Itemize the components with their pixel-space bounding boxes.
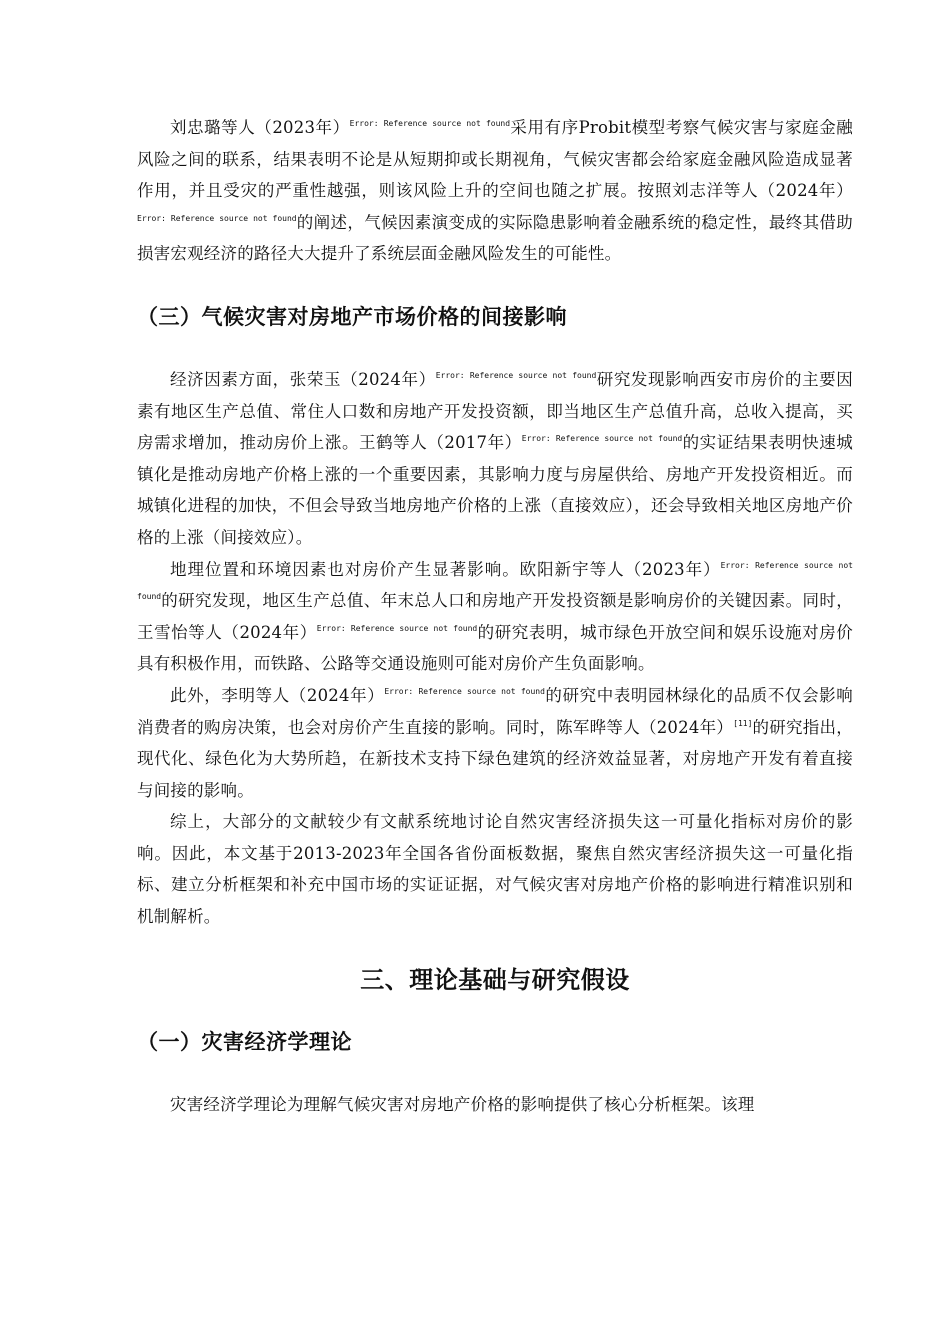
text-run: 此外，李明等人（2024年） [170,685,385,705]
text-run: 的实证结果表明快速城镇化是推动房地产价格上涨的一个重要因素，其影响力度与房屋供给、房地产开发投资相近。而城镇化进程的加快，不但会导致当地房地产价格的上涨（直接效应），还会导致相关地区房地产价格的上涨（间接效应）。 [137,433,854,547]
paragraph-disaster-economics: 灾害经济学理论为理解气候灾害对房地产价格的影响提供了核心分析框架。该理 [170,1094,755,1114]
section-heading-indirect-impact: （三）气候灾害对房地产市场价格的间接影响 [137,304,567,329]
paragraph-geographic-factors [137,554,853,680]
text-run: 的阐述，气候因素演变成的实际隐患影响着金融系统的稳定性，最终其借助损害宏观经济的路径大大提升了系统层面金融风险发生的可能性。 [137,212,853,264]
subsection-heading-disaster-economics: （一）灾害经济学理论 [137,1029,352,1054]
paragraph-economic-factors [137,364,853,554]
citation-marker: [11] [733,718,753,728]
paragraph-climate-finance-risk [137,112,853,270]
text-run: 地理位置和环境因素也对房价产生显著影响。欧阳新宇等人（2023年） [170,559,721,579]
document-page [137,112,853,1120]
text-run: 研究发现影响西安市房价的主要因素有地区生产总值、常住人口数和房地产开发投资额，即当地区生产总值升高，总收入提高，买房需求增加，推动房价上涨。王鹤等人（2017年） [137,369,853,453]
reference-error-marker: Error: Reference source not found [384,686,545,696]
text-run: 采用有序Probit模型考察气候灾害与家庭金融风险之间的联系，结果表明不论是从短期抑或长期视角，气候灾害都会给家庭金融风险造成显著作用，并且受灾的严重性越强，则该风险上升的空间也随之扩展。按照刘志洋等人（2024年） [137,118,853,201]
text-run: 的研究中表明园林绿化的品质不仅会影响消费者的购房决策，也会对房价产生直接的影响。同时，陈军晔等人（2024年） [137,685,853,737]
paragraph-greening-factors [137,680,853,806]
reference-error-marker: Error: Reference source not found [349,119,511,128]
text-run: 的研究发现，地区生产总值、年末总人口和房地产开发投资额是影响房价的关键因素。同时，王雪怡等人（2024年） [137,591,853,642]
reference-error-marker: Error: Reference source not found [137,213,297,223]
text-run: 刘忠璐等人（2023年） [170,118,350,137]
reference-error-marker: Error: Reference source not found [521,434,683,444]
text-run: 的研究指出，现代化、绿色化为大势所趋，在新技术支持下绿色建筑的经济效益显著，对房地产开发有着直接与间接的影响。 [137,717,853,800]
paragraph-summary: 综上，大部分的文献较少有文献系统地讨论自然灾害经济损失这一可量化指标对房价的影响。因此，本文基于2013-2023年全国各省份面板数据，聚焦自然灾害经济损失这一可量化指标、建立分析框架和补充中国市场的实证证据，对气候灾害对房地产价格的影响进行精准识别和机制解析。 [137,812,853,927]
reference-error-marker: Error: Reference source not found [316,623,478,633]
text-run: 的研究表明，城市绿色开放空间和娱乐设施对房价具有积极作用，而铁路、公路等交通设施则可能对房价产生负面影响。 [137,622,853,674]
text-run: 经济因素方面，张荣玉（2024年） [170,369,436,389]
reference-error-marker: Error: Reference source not found [137,560,854,602]
chapter-heading-theory: 三、理论基础与研究假设 [360,965,630,994]
reference-error-marker: Error: Reference source not found [435,370,597,380]
